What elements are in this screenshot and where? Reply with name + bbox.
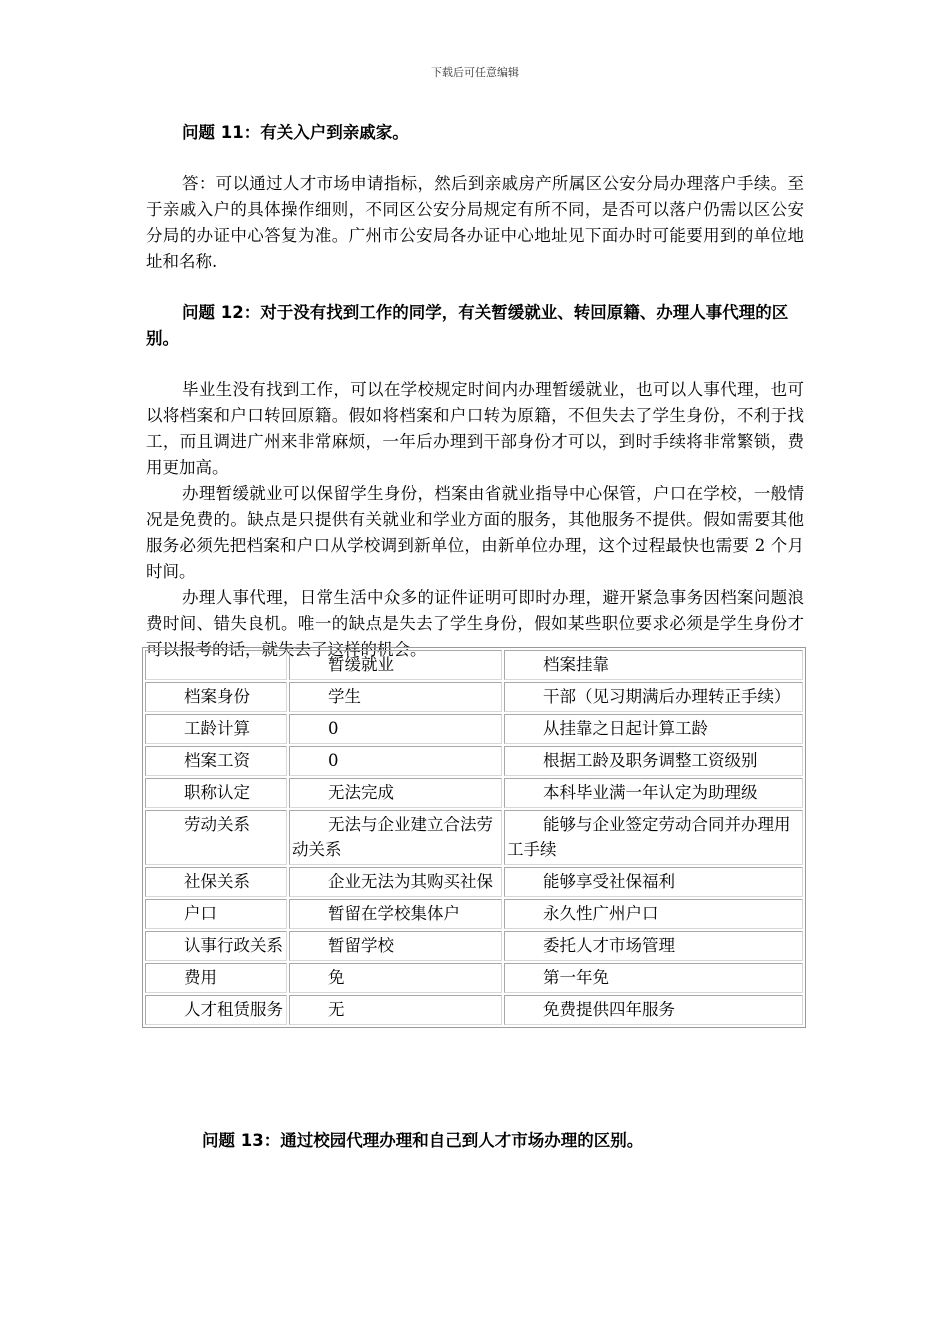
table-cell: 档案身份 xyxy=(145,682,287,712)
table-cell: 干部（见习期满后办理转正手续） xyxy=(504,682,803,712)
question-11-title: 问题 11：有关入户到亲戚家。 xyxy=(182,123,409,142)
table-cell: 0 xyxy=(289,746,502,776)
table-cell: 委托人才市场管理 xyxy=(504,931,803,961)
document-body xyxy=(146,120,804,663)
table-row xyxy=(145,810,803,865)
table-cell: 户口 xyxy=(145,899,287,929)
table-cell: 职称认定 xyxy=(145,778,287,808)
table-cell: 免 xyxy=(289,963,502,993)
table-cell: 费用 xyxy=(145,963,287,993)
table-row xyxy=(145,899,803,929)
table-cell: 无法完成 xyxy=(289,778,502,808)
table-row xyxy=(145,682,803,712)
table-cell: 认事行政关系 xyxy=(145,931,287,961)
table-cell: 企业无法为其购买社保 xyxy=(289,867,502,897)
table-row xyxy=(145,931,803,961)
table-cell: 工龄计算 xyxy=(145,714,287,744)
table-cell: 暂留学校 xyxy=(289,931,502,961)
question-12-paragraph: 办理暂缓就业可以保留学生身份，档案由省就业指导中心保管，户口在学校，一般情况是免费的。缺点是只提供有关就业和学业方面的服务，其他服务不提供。假如需要其他服务必须先把档案和户口从学校调到新单位，由新单位办理，这个过程最快也需要 2 个月时间。 xyxy=(146,484,804,581)
table-row xyxy=(145,963,803,993)
table-cell: 永久性广州户口 xyxy=(504,899,803,929)
table-row xyxy=(145,995,803,1025)
table-header-cell: 暂缓就业 xyxy=(289,650,502,680)
question-11-answer: 答：可以通过人才市场申请指标，然后到亲戚房产所属区公安分局办理落户手续。至于亲戚入户的具体操作细则，不同区公安分局规定有所不同，是否可以落户仍需以区公安分局的办证中心答复为准。广州市公安局各办证中心地址见下面办时可能要用到的单位地址和名称. xyxy=(146,174,804,271)
question-12-paragraph: 办理人事代理，日常生活中众多的证件证明可即时办理，避开紧急事务因档案问题浪费时间、错失良机。唯一的缺点是失去了学生身份，假如某些职位要求必须是学生身份才可以报考的话，就失去了这样的机会。 xyxy=(146,588,804,659)
question-12-paragraph: 毕业生没有找到工作，可以在学校规定时间内办理暂缓就业，也可以人事代理，也可以将档案和户口转回原籍。假如将档案和户口转为原籍，不但失去了学生身份，不利于找工，而且调进广州来非常麻烦，一年后办理到干部身份才可以，到时手续将非常繁锁，费用更加高。 xyxy=(146,380,804,477)
table-cell: 社保关系 xyxy=(145,867,287,897)
table-row xyxy=(145,746,803,776)
comparison-table xyxy=(142,647,806,1028)
table-header-cell: 档案挂靠 xyxy=(504,650,803,680)
table-row xyxy=(145,867,803,897)
table-cell: 0 xyxy=(289,714,502,744)
table-cell: 档案工资 xyxy=(145,746,287,776)
table-cell: 根据工龄及职务调整工资级别 xyxy=(504,746,803,776)
page-header: 下载后可任意编辑 xyxy=(431,66,519,79)
table-header-row xyxy=(145,650,803,680)
table-cell: 免费提供四年服务 xyxy=(504,995,803,1025)
question-13-title: 问题 13：通过校园代理办理和自己到人才市场办理的区别。 xyxy=(202,1131,644,1150)
table-row xyxy=(145,714,803,744)
table-cell: 学生 xyxy=(289,682,502,712)
table-cell: 从挂靠之日起计算工龄 xyxy=(504,714,803,744)
table-cell: 能够与企业签定劳动合同并办理用工手续 xyxy=(504,810,803,865)
table-cell: 人才租赁服务 xyxy=(145,995,287,1025)
table-cell: 暂留在学校集体户 xyxy=(289,899,502,929)
table-cell: 劳动关系 xyxy=(145,810,287,865)
table-cell: 第一年免 xyxy=(504,963,803,993)
table-header-cell xyxy=(145,650,287,680)
table-cell: 无法与企业建立合法劳动关系 xyxy=(289,810,502,865)
table-row xyxy=(145,778,803,808)
table-cell: 能够享受社保福利 xyxy=(504,867,803,897)
table-cell: 无 xyxy=(289,995,502,1025)
table-cell: 本科毕业满一年认定为助理级 xyxy=(504,778,803,808)
question-12-title: 问题 12：对于没有找到工作的同学，有关暂缓就业、转回原籍、办理人事代理的区别。 xyxy=(146,303,789,348)
